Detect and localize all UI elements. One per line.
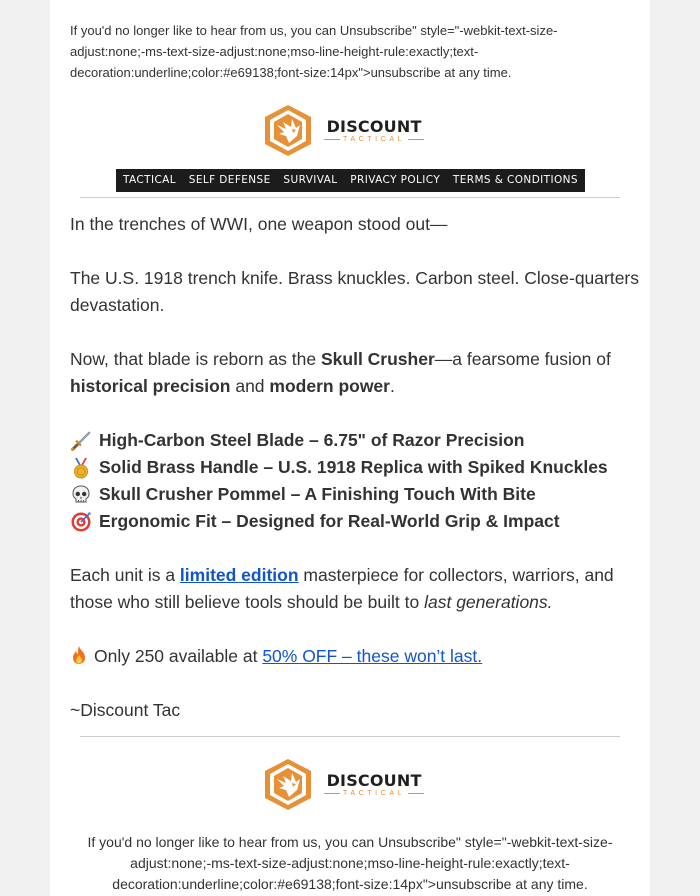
brand-wordmark bbox=[324, 118, 424, 144]
nav-item-survival[interactable]: SURVIVAL bbox=[283, 174, 338, 186]
divider-top bbox=[80, 197, 620, 198]
history-paragraph: The U.S. 1918 trench knife. Brass knuckles. Carbon steel. Close-quarters devastation. bbox=[70, 268, 640, 315]
email-body bbox=[50, 0, 650, 896]
target-icon bbox=[70, 511, 92, 533]
divider-bottom bbox=[80, 736, 620, 737]
limited-edition-paragraph: Each unit is a limited edition masterpiece for collectors, warriors, and those who still believe tools should be built to last generations. bbox=[70, 565, 614, 612]
fire-icon bbox=[70, 645, 88, 665]
wordmark-rule-left bbox=[324, 793, 340, 794]
wordmark-rule-right bbox=[408, 793, 424, 794]
brand-wordmark bbox=[324, 772, 424, 798]
signoff: ~Discount Tac bbox=[70, 700, 181, 720]
brand-name: DISCOUNT bbox=[326, 770, 422, 790]
medal-icon bbox=[70, 457, 92, 479]
skull-icon bbox=[70, 484, 92, 506]
nav-bar bbox=[116, 169, 585, 192]
nav-item-self-defense[interactable]: SELF DEFENSE bbox=[188, 174, 271, 186]
footer-unsubscribe-text: If you'd no longer like to hear from us, you can Unsubscribe" style="-webkit-text-size-adjust:none;-ms-text-size-adjust:none;mso-line-height-rule:exactly;text-decoration:underline;color:#e69138;font-size:14px">unsubscribe at any time. bbox=[87, 834, 613, 892]
brand-sub: TACTICAL bbox=[343, 789, 406, 797]
brand-name: DISCOUNT bbox=[326, 116, 422, 136]
dagger-icon bbox=[70, 430, 92, 452]
brand-logo[interactable] bbox=[262, 103, 424, 158]
feature-item: Solid Brass Handle – U.S. 1918 Replica with Spiked Knuckles bbox=[70, 454, 650, 481]
nav-item-tactical[interactable]: TACTICAL bbox=[123, 174, 177, 186]
feature-list bbox=[70, 427, 650, 535]
offer-paragraph: Only 250 available at 50% OFF – these won’t last. bbox=[70, 643, 640, 670]
wordmark-rule-left bbox=[324, 139, 340, 140]
intro-paragraph: In the trenches of WWI, one weapon stood out— bbox=[70, 214, 448, 234]
discount-offer-link[interactable]: 50% OFF – these won’t last. bbox=[262, 646, 483, 666]
wordmark-rule-right bbox=[408, 139, 424, 140]
feature-item: High-Carbon Steel Blade – 6.75" of Razor Precision bbox=[70, 427, 650, 454]
brand-sub: TACTICAL bbox=[343, 135, 406, 143]
reborn-paragraph: Now, that blade is reborn as the Skull Crusher—a fearsome fusion of historical precision and modern power. bbox=[70, 349, 611, 396]
feature-item: Ergonomic Fit – Designed for Real-World Grip & Impact bbox=[70, 508, 650, 535]
product-name: Skull Crusher bbox=[320, 349, 435, 369]
eagle-shield-icon bbox=[262, 103, 314, 158]
feature-item: Skull Crusher Pommel – A Finishing Touch With Bite bbox=[70, 481, 650, 508]
eagle-shield-icon bbox=[262, 757, 314, 812]
limited-edition-link[interactable]: limited edition bbox=[179, 565, 299, 585]
nav-item-terms[interactable]: TERMS & CONDITIONS bbox=[452, 174, 578, 186]
nav-item-privacy-policy[interactable]: PRIVACY POLICY bbox=[350, 174, 441, 186]
brand-logo-footer[interactable] bbox=[262, 757, 424, 812]
preheader-text: If you'd no longer like to hear from us, you can Unsubscribe" style="-webkit-text-size-adjust:none;-ms-text-size-adjust:none;mso-line-height-rule:exactly;text-decoration:underline;color:#e69138;font-size:14px">unsubscribe at any time. bbox=[70, 23, 558, 80]
